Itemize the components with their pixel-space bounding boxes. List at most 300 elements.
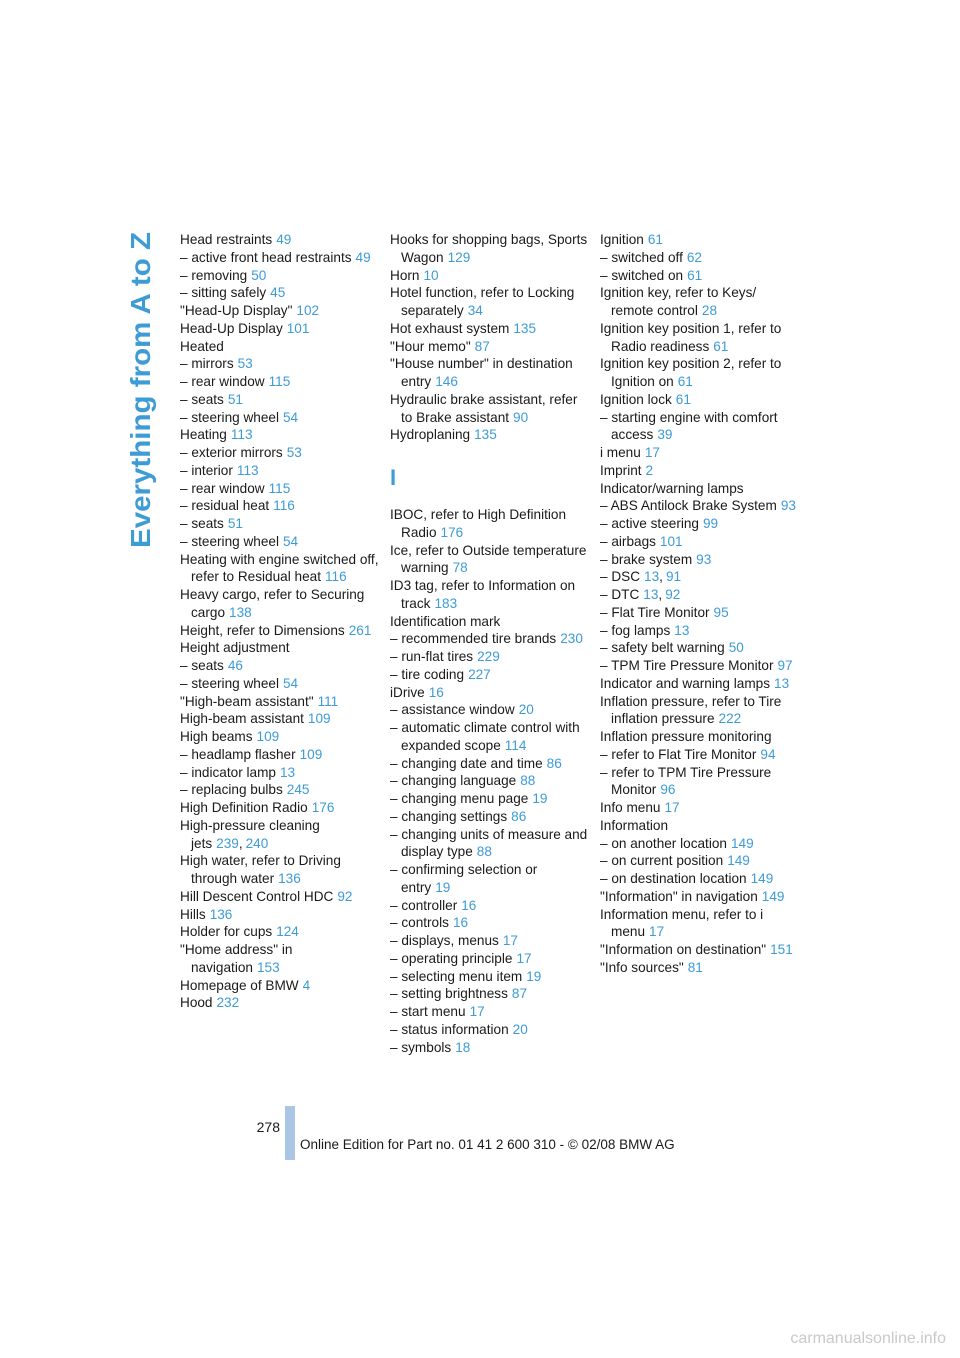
page-separator: , — [659, 569, 663, 585]
index-entry-term: Ice, refer to Outside temperature warning — [390, 542, 587, 576]
index-entry-term: Hydroplaning — [390, 427, 471, 443]
page-link[interactable]: 94 — [760, 746, 776, 762]
index-entry — [600, 533, 800, 551]
page-link[interactable]: 13 — [674, 622, 690, 638]
index-entry-term: Identification mark — [390, 613, 501, 629]
index-entry-term: – symbols — [390, 1039, 452, 1055]
index-entry-term: – assistance window — [390, 702, 515, 718]
page-link[interactable]: 86 — [511, 808, 527, 824]
index-entry — [600, 267, 800, 285]
index-entry-term: Inflation pressure, refer to Tire inflation pressure — [600, 693, 782, 727]
page-link[interactable]: 4 — [302, 977, 311, 993]
index-entry — [180, 284, 380, 302]
page-link[interactable]: 61 — [687, 267, 703, 283]
page-link[interactable]: 17 — [516, 950, 532, 966]
page-number: 278 — [256, 1119, 280, 1135]
index-entry — [390, 320, 590, 338]
page-link[interactable]: 49 — [276, 232, 292, 247]
index-entry-term: – residual heat — [180, 498, 270, 514]
page-link[interactable]: 124 — [276, 924, 299, 940]
index-entry-term: Heated — [180, 338, 224, 354]
index-entry — [180, 249, 380, 267]
index-entry-term: – status information — [390, 1021, 509, 1037]
page-link[interactable]: 49 — [355, 249, 371, 265]
index-entry-term: – seats — [180, 658, 224, 673]
index-entry-term: – automatic climate control with expanded scope — [390, 720, 580, 753]
index-entry — [600, 284, 800, 320]
page-link[interactable]: 19 — [435, 879, 451, 895]
page-link[interactable]: 28 — [701, 303, 718, 318]
index-entry — [600, 746, 800, 764]
page-link[interactable]: 17 — [644, 445, 660, 460]
page-link[interactable]: 183 — [434, 595, 458, 611]
index-entry-term: – active steering — [600, 516, 699, 531]
index-entry — [180, 462, 380, 480]
page-link[interactable]: 149 — [750, 871, 774, 886]
index-entry — [390, 790, 590, 808]
index-entry-term: Hotel function, refer to Locking separately — [390, 285, 575, 318]
index-entry — [180, 497, 380, 515]
page-link[interactable]: 101 — [659, 533, 683, 549]
index-entry — [600, 657, 800, 675]
page-link[interactable]: 99 — [703, 516, 719, 531]
index-entry — [180, 338, 380, 356]
index-entry — [600, 355, 800, 391]
index-entry-term: – confirming selection or entry — [390, 862, 538, 895]
page-link[interactable]: 116 — [324, 569, 347, 585]
index-entry — [180, 586, 380, 622]
index-entry-term: – steering wheel — [180, 533, 279, 549]
index-entry-term: "Head-Up Display" — [180, 303, 293, 318]
page-link[interactable]: 16 — [452, 915, 469, 931]
index-entry-term: ID3 tag, refer to Information on track — [390, 578, 576, 611]
index-entry-term: Hooks for shopping bags, Sports Wagon — [390, 232, 588, 265]
index-entry — [600, 604, 800, 622]
side-title-text: Everything from A to Z — [125, 248, 156, 548]
page-link[interactable]: 19 — [532, 791, 548, 806]
page-link[interactable]: 101 — [286, 320, 310, 336]
index-entry-term: Heavy cargo, refer to Securing cargo — [180, 587, 365, 620]
index-entry-term: – headlamp flasher — [180, 746, 296, 762]
index-entry — [180, 888, 380, 906]
index-entry-term: – TPM Tire Pressure Monitor — [600, 658, 774, 673]
index-entry — [390, 772, 590, 790]
side-title-svg — [118, 230, 158, 550]
page-link[interactable]: 114 — [504, 737, 527, 753]
index-entry — [600, 817, 800, 835]
index-entry-term: – recommended tire brands — [390, 631, 557, 647]
page-link[interactable]: 151 — [770, 942, 793, 957]
index-entry-term: – on current position — [600, 853, 724, 869]
index-entry — [180, 906, 380, 924]
page-link[interactable]: 17 — [502, 933, 518, 948]
index-entry-term: – controls — [390, 915, 449, 931]
index-entry — [180, 675, 380, 693]
page-link[interactable]: 230 — [560, 631, 583, 647]
index-entry — [180, 267, 380, 285]
index-entry-term: Information — [600, 817, 669, 833]
index-entry — [180, 994, 380, 1012]
index-entry — [600, 870, 800, 888]
index-entry — [390, 968, 590, 986]
index-entry-term: – changing date and time — [390, 755, 543, 771]
index-entry — [180, 515, 380, 533]
index-entry-term: – fog lamps — [600, 622, 671, 638]
index-entry-term: "Hour memo" — [390, 338, 471, 354]
index-entry-term: High-pressure cleaning jets — [180, 817, 320, 851]
page-link[interactable]: 46 — [227, 658, 243, 673]
index-entry — [390, 613, 590, 631]
index-entry-term: High-beam assistant — [180, 711, 304, 727]
footer-text: Online Edition for Part no. 01 41 2 600 310 - © 02/08 BMW AG — [300, 1137, 675, 1152]
page-link[interactable]: 109 — [307, 711, 331, 727]
index-entry — [600, 764, 800, 800]
page-link[interactable]: 16 — [461, 897, 477, 913]
page-link[interactable]: 232 — [216, 995, 240, 1011]
page-link[interactable]: 149 — [730, 835, 754, 851]
index-entry — [390, 648, 590, 666]
page-link[interactable]: 93 — [696, 551, 712, 567]
index-entry-term: – interior — [180, 462, 233, 478]
index-entry-term: – sitting safely — [180, 285, 267, 301]
index-entry — [390, 701, 590, 719]
index-entry — [600, 515, 800, 533]
index-entry-term: – tire coding — [390, 666, 465, 682]
index-column-2 — [390, 231, 590, 1056]
index-entry-term: Head restraints — [180, 232, 273, 247]
page-link[interactable]: 13 — [643, 587, 659, 602]
index-entry-term: – brake system — [600, 551, 693, 567]
index-entry — [390, 630, 590, 648]
index-entry-term: – rear window — [180, 480, 265, 496]
index-entry-term: – refer to Flat Tire Monitor — [600, 746, 757, 762]
index-entry — [180, 551, 380, 587]
index-entry-term: – switched on — [600, 267, 684, 283]
page-link[interactable]: 93 — [780, 498, 796, 514]
index-entry — [390, 826, 590, 862]
page-link[interactable]: 136 — [278, 871, 301, 886]
index-entry-term: Indicator/warning lamps — [600, 480, 744, 496]
index-entry — [180, 799, 380, 817]
page-link[interactable]: 53 — [237, 356, 253, 372]
index-entry-term: Hill Descent Control HDC — [180, 888, 334, 904]
index-entry-term: Height adjustment — [180, 640, 290, 656]
index-entry — [600, 941, 800, 959]
page-link[interactable]: 86 — [546, 755, 562, 771]
index-entry-term: – steering wheel — [180, 675, 279, 691]
page-link[interactable]: 61 — [677, 374, 693, 389]
page-link[interactable]: 136 — [209, 906, 233, 922]
index-entry — [180, 693, 380, 711]
page-link[interactable]: 135 — [474, 427, 497, 443]
index-entry-term: High water, refer to Driving through water — [180, 853, 341, 886]
page-link[interactable]: 102 — [296, 303, 320, 318]
page-link[interactable]: 20 — [512, 1021, 528, 1037]
page-link[interactable]: 61 — [675, 391, 691, 407]
index-entry — [180, 817, 380, 853]
index-entry — [180, 781, 380, 799]
index-entry-term: Head-Up Display — [180, 320, 283, 336]
index-entry — [180, 852, 380, 888]
index-entry-term: – run-flat tires — [390, 649, 474, 664]
index-entry — [180, 231, 380, 249]
index-entry-term: – on another location — [600, 835, 727, 851]
index-entry-term: – DTC — [600, 587, 640, 602]
page-link[interactable]: 146 — [435, 374, 458, 389]
index-entry-term: – changing menu page — [390, 791, 529, 806]
page-link[interactable]: 88 — [476, 844, 492, 860]
page-link[interactable]: 45 — [270, 285, 286, 301]
index-entry-term: i menu — [600, 445, 641, 460]
page-link[interactable]: 109 — [256, 729, 280, 744]
page-link[interactable]: 13 — [644, 569, 660, 585]
page-link[interactable]: 54 — [283, 409, 299, 425]
page-link[interactable]: 51 — [227, 391, 243, 407]
index-entry-term: Height, refer to Dimensions — [180, 622, 345, 638]
page-link[interactable]: 149 — [761, 888, 785, 904]
index-entry — [390, 684, 590, 702]
index-entry-term: "House number" in destination entry — [390, 356, 573, 389]
index-entry-term: – ABS Antilock Brake System — [600, 498, 777, 514]
index-entry-term: Ignition key position 1, refer to Radio readiness — [600, 320, 782, 354]
index-entry — [390, 1003, 590, 1021]
page-link[interactable]: 149 — [727, 853, 750, 869]
page-link[interactable]: 10 — [423, 267, 439, 283]
page-link[interactable]: 2 — [645, 462, 654, 478]
index-entry — [390, 932, 590, 950]
index-entry-term: – seats — [180, 516, 224, 531]
index-entry-term: Ignition lock — [600, 391, 672, 407]
index-entry-term: – changing units of measure and display type — [390, 826, 588, 860]
page-link[interactable]: 54 — [283, 675, 299, 691]
page-link[interactable]: 227 — [468, 666, 491, 682]
index-entry-term: "Information on destination" — [600, 942, 767, 957]
index-entry-term: – selecting menu item — [390, 968, 523, 984]
index-entry — [180, 746, 380, 764]
page-link[interactable]: 129 — [447, 249, 471, 265]
index-entry — [600, 639, 800, 657]
page-link[interactable]: 239 — [216, 835, 239, 851]
index-entry-term: Hood — [180, 995, 213, 1011]
index-entry-term: – rear window — [180, 374, 265, 389]
index-entry-term: High Definition Radio — [180, 800, 308, 815]
page-link[interactable]: 222 — [718, 711, 742, 727]
index-entry-term: "Home address" in navigation — [180, 942, 293, 975]
index-entry — [180, 409, 380, 427]
page-link[interactable]: 53 — [286, 445, 302, 460]
index-entry-term: "Info sources" — [600, 959, 684, 975]
index-entry — [390, 426, 590, 444]
index-entry — [600, 586, 800, 604]
page-link[interactable]: 95 — [713, 604, 729, 620]
index-entry — [180, 391, 380, 409]
index-entry-term: Imprint — [600, 462, 642, 478]
index-entry — [600, 728, 800, 746]
page-link[interactable]: 115 — [268, 374, 291, 389]
index-entry — [390, 861, 590, 897]
index-entry-term: – switched off — [600, 249, 683, 265]
index-entry — [390, 391, 590, 427]
index-entry-term: – indicator lamp — [180, 764, 276, 780]
index-entry-term: Ignition — [600, 232, 644, 247]
index-entry — [180, 657, 380, 675]
page-link[interactable]: 19 — [526, 968, 542, 984]
index-entry — [390, 506, 590, 542]
index-entry-term: – changing language — [390, 773, 517, 789]
page-link[interactable]: 176 — [440, 524, 464, 540]
index-entry — [390, 914, 590, 932]
index-entry-term: Hot exhaust system — [390, 320, 510, 336]
page-link[interactable]: 113 — [236, 462, 259, 478]
page-separator: , — [658, 587, 663, 602]
index-entry-term: – safety belt warning — [600, 640, 725, 656]
page-link[interactable]: 115 — [268, 480, 291, 496]
page-link[interactable]: 135 — [513, 320, 537, 336]
page-link[interactable]: 153 — [256, 959, 280, 975]
index-entry — [180, 622, 380, 640]
index-entry-term: – DSC — [600, 569, 641, 585]
index-entry — [180, 639, 380, 657]
index-entry-term: Ignition key position 2, refer to Ignition on — [600, 356, 782, 389]
index-entry-term: Heating with engine switched off, refer to Residual heat — [180, 551, 379, 585]
page-link[interactable]: 51 — [227, 516, 243, 531]
side-title — [118, 230, 158, 550]
page-link[interactable]: 240 — [245, 835, 269, 851]
index-entry-term: – airbags — [600, 533, 656, 549]
index-entry-term: – steering wheel — [180, 409, 279, 425]
index-entry — [600, 835, 800, 853]
index-entry-term: IBOC, refer to High Definition Radio — [390, 507, 567, 540]
index-entry — [390, 1021, 590, 1039]
page-link[interactable]: 96 — [660, 782, 676, 798]
index-entry — [600, 320, 800, 356]
index-entry-term: Indicator and warning lamps — [600, 675, 771, 691]
index-entry — [390, 985, 590, 1003]
page-link[interactable]: 92 — [665, 587, 681, 602]
index-entry — [600, 480, 800, 498]
page-link[interactable]: 113 — [230, 427, 253, 443]
index-entry-term: – replacing bulbs — [180, 782, 283, 798]
index-entry-term: Hydraulic brake assistant, refer to Brake assistant — [390, 391, 578, 425]
index-entry-term: Heating — [180, 427, 227, 443]
index-entry-term: Holder for cups — [180, 924, 273, 940]
page-link[interactable]: 261 — [348, 622, 372, 638]
index-entry — [180, 923, 380, 941]
index-entry — [180, 426, 380, 444]
index-entry — [600, 249, 800, 267]
index-entry — [180, 302, 380, 320]
index-entry — [600, 959, 800, 977]
index-entry — [390, 755, 590, 773]
page-link[interactable]: 78 — [452, 560, 468, 576]
page-link[interactable]: 39 — [657, 427, 673, 443]
index-entry — [180, 941, 380, 977]
page-link[interactable]: 245 — [286, 782, 310, 798]
index-entry-term: Ignition key, refer to Keys/ remote control — [600, 285, 757, 318]
page-link[interactable]: 16 — [428, 684, 444, 700]
page-link[interactable]: 116 — [273, 498, 295, 514]
page-link[interactable]: 81 — [687, 959, 703, 975]
index-entry — [390, 355, 590, 391]
page-link[interactable]: 87 — [474, 338, 490, 354]
page-link[interactable]: 13 — [279, 764, 296, 780]
index-entry — [600, 551, 800, 569]
page-link[interactable]: 50 — [251, 267, 267, 283]
page-link[interactable]: 109 — [299, 746, 323, 762]
page-link[interactable]: 62 — [686, 249, 702, 265]
index-entry — [390, 666, 590, 684]
index-entry — [600, 444, 800, 462]
index-entry — [600, 799, 800, 817]
index-entry — [600, 693, 800, 729]
page-link[interactable]: 54 — [283, 533, 299, 549]
index-entry-term: – Flat Tire Monitor — [600, 604, 710, 620]
page-link[interactable]: 229 — [477, 649, 500, 664]
index-entry — [390, 808, 590, 826]
page-link[interactable]: 17 — [469, 1004, 485, 1019]
index-section-letter: I — [390, 465, 397, 490]
index-entry — [600, 568, 800, 586]
index-entry — [180, 320, 380, 338]
page-link[interactable]: 88 — [520, 773, 536, 789]
index-entry — [390, 950, 590, 968]
page-link[interactable]: 176 — [311, 800, 335, 815]
page-link[interactable]: 18 — [455, 1039, 471, 1055]
index-column-3 — [600, 231, 800, 977]
index-entry-term: – exterior mirrors — [180, 445, 283, 460]
index-entry — [390, 267, 590, 285]
page-link[interactable]: 90 — [513, 409, 529, 425]
page-link[interactable]: 61 — [647, 232, 663, 247]
page-link[interactable]: 20 — [518, 702, 534, 718]
page-link[interactable]: 50 — [728, 640, 744, 656]
page-link[interactable]: 87 — [511, 986, 528, 1002]
page-link[interactable]: 17 — [649, 924, 665, 940]
index-entry-term: – controller — [390, 897, 458, 913]
index-entry — [180, 710, 380, 728]
page-link[interactable]: 92 — [337, 888, 353, 904]
page-link[interactable]: 138 — [229, 604, 252, 620]
index-entry — [180, 728, 380, 746]
index-entry-term: – refer to TPM Tire Pressure Monitor — [600, 764, 772, 798]
footer-bar — [285, 1106, 295, 1160]
page-link[interactable]: 61 — [713, 338, 729, 354]
index-entry-term: – changing settings — [390, 808, 508, 824]
index-entry-term: Information menu, refer to i menu — [600, 906, 764, 940]
index-entry — [600, 906, 800, 942]
index-entry — [390, 284, 590, 320]
index-entry-term: – on destination location — [600, 871, 747, 886]
page-link[interactable]: 34 — [467, 303, 483, 318]
index-entry — [180, 533, 380, 551]
index-entry — [600, 888, 800, 906]
index-entry — [600, 497, 800, 515]
index-entry-term: Info menu — [600, 800, 661, 815]
index-entry — [600, 409, 800, 445]
watermark[interactable]: carmanualsonline.info — [790, 1330, 946, 1347]
index-entry — [600, 852, 800, 870]
page-link[interactable]: 91 — [665, 569, 682, 585]
index-entry — [600, 462, 800, 480]
page-link[interactable]: 111 — [317, 693, 339, 709]
index-entry-term: – setting brightness — [390, 986, 508, 1002]
page-link[interactable]: 13 — [774, 675, 790, 691]
page-link[interactable]: 97 — [777, 658, 793, 673]
index-entry — [600, 391, 800, 409]
page-link[interactable]: 17 — [664, 800, 680, 815]
index-entry — [600, 231, 800, 249]
index-entry-term: – displays, menus — [390, 933, 499, 948]
